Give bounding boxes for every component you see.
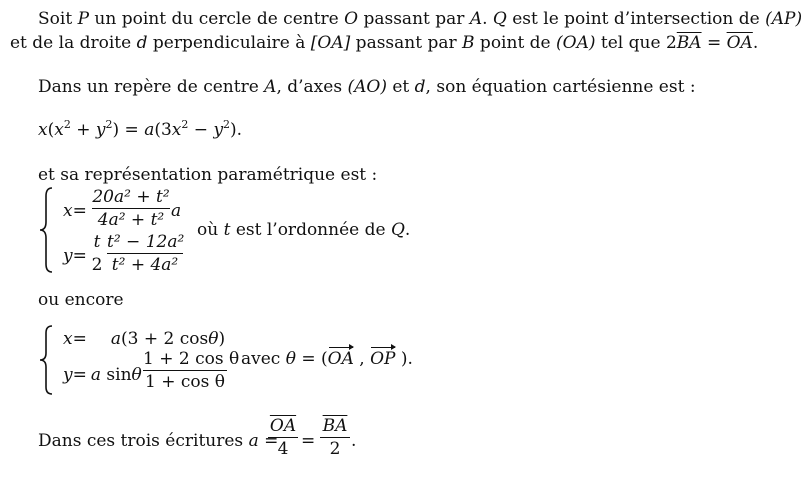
cartesian-equation: $x(x^2 + y^2) = a(3x^2 - y^2)$.	[38, 118, 243, 140]
param2-x-line: x= a(3 + 2 cosθ)	[63, 329, 226, 349]
para3: et sa représentation paramétrique est :	[38, 165, 378, 185]
param1-y-prefactor: t 2	[91, 232, 103, 275]
param1-y-label: y=	[63, 246, 87, 266]
param1-note: où t est l’ordonnée de Q.	[197, 220, 411, 240]
left-brace	[38, 324, 56, 396]
param1-x-tail: a	[171, 201, 182, 221]
fraction-denominator: 4a² + t²	[97, 210, 165, 230]
param1-x-fraction	[92, 187, 170, 230]
para2: Dans un repère de centre A, d’axes (AO) et d, son équation cartésienne est :	[38, 77, 696, 97]
para5: Dans ces trois écritures a =	[38, 431, 279, 451]
para1-line1: Soit P un point du cercle de centre O passant par A. Q est le point d’intersection de (AP)	[38, 9, 802, 29]
para5-fraction-ba: $\overline{BA}$ 2	[320, 416, 350, 459]
param2-y-fraction	[143, 349, 240, 392]
left-brace	[38, 186, 56, 274]
fraction-denominator: 1 + cos θ	[145, 372, 225, 392]
fraction-denominator: t² + 4a²	[111, 255, 179, 275]
para5-fraction-oa: $\overline{OA}$ 4	[269, 416, 297, 459]
param1-y-fraction	[107, 232, 183, 275]
para5-equals: =	[301, 431, 316, 451]
para1-line2: et de la droite d perpendiculaire à [OA] passant par B point de (OA) tel que $2\overline{BA} = \overline{OA}$.	[10, 33, 759, 53]
param1-x-label: x=	[63, 201, 87, 221]
param2-note: avec θ = (OA , OP ).	[241, 349, 413, 369]
fraction-numerator: 1 + 2 cos θ	[143, 349, 240, 369]
param2-y-label: y= a sinθ	[63, 365, 142, 385]
para5-period: .	[351, 431, 357, 451]
fraction-numerator: 20a² + t²	[92, 187, 170, 207]
fraction-numerator: t² − 12a²	[107, 232, 185, 252]
para4: ou encore	[38, 290, 124, 310]
